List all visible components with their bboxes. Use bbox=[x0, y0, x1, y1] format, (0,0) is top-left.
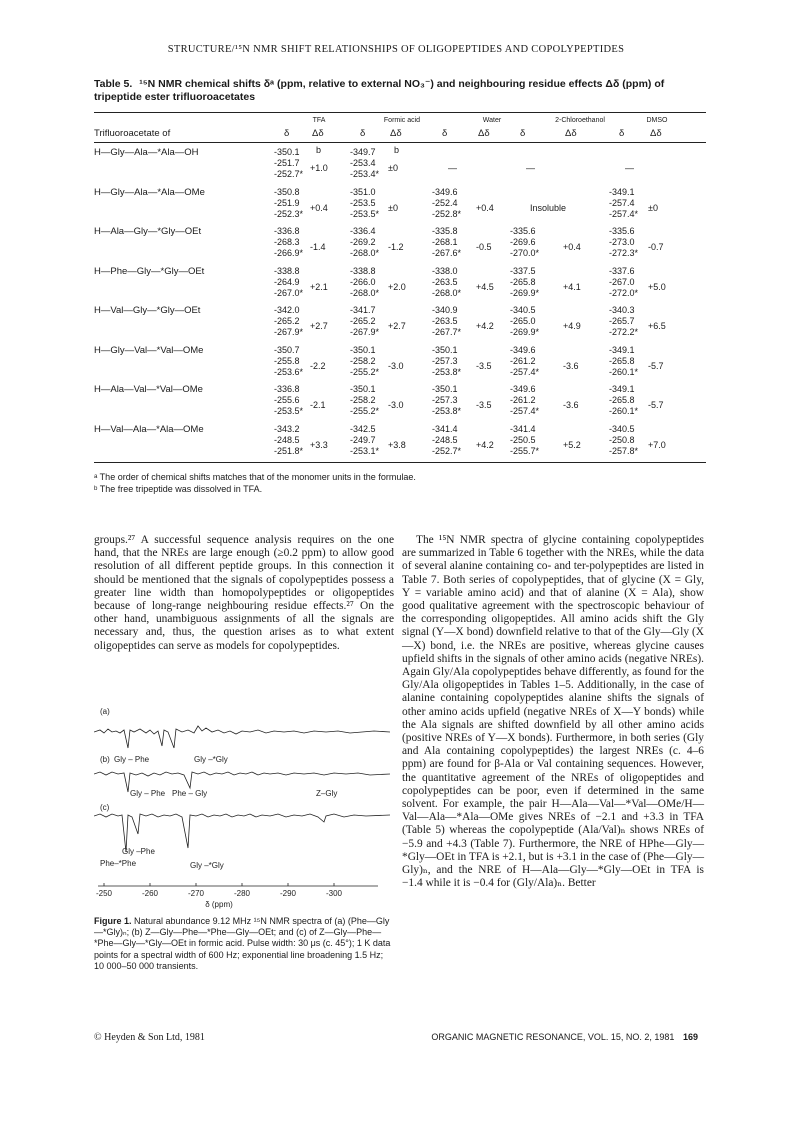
table-cell: -335.8 bbox=[432, 226, 458, 236]
table-cell: -252.8* bbox=[432, 208, 462, 219]
running-head: STRUCTURE/¹⁵N NMR SHIFT RELATIONSHIPS OF OLIGOPEPTIDES AND COPOLYPEPTIDES bbox=[167, 44, 625, 55]
table-cell-ddelta: +0.4 bbox=[563, 242, 581, 252]
table-cell: -255.8 bbox=[274, 355, 300, 366]
table-cell: -268.0* bbox=[432, 287, 462, 298]
table-cell-ddelta: +4.5 bbox=[476, 281, 494, 292]
table-cell: -260.1* bbox=[609, 406, 639, 416]
table-cell: -265.8 bbox=[510, 276, 536, 287]
table-top-rule bbox=[94, 112, 706, 113]
table-cell: -351.0 bbox=[350, 186, 376, 197]
table-cell-dash: — bbox=[448, 163, 457, 173]
table-cell: -253.5 bbox=[350, 197, 376, 208]
page-number: 169 bbox=[682, 1032, 698, 1042]
table-cell: -336.4 bbox=[350, 226, 376, 236]
table-cell: -267.0* bbox=[274, 287, 304, 298]
table-cell: -265.8 bbox=[609, 395, 635, 405]
table-cell: -272.2* bbox=[609, 327, 639, 337]
table-cell-ddelta: -1.4 bbox=[310, 242, 326, 252]
table-cell: -248.5 bbox=[274, 434, 300, 445]
table-cell: -265.8 bbox=[609, 355, 635, 366]
c-label-6: Gly –*Gly bbox=[190, 861, 224, 870]
table-cell: -342.5 bbox=[350, 423, 376, 434]
b-label-2: Gly –*Gly bbox=[194, 755, 228, 764]
table-cell: -253.8* bbox=[432, 366, 462, 377]
table-row-label: H—Val—Ala—*Ala—OMe bbox=[94, 423, 204, 435]
table-cell: -267.9* bbox=[350, 327, 380, 337]
table-cell: -350.1 bbox=[350, 384, 376, 394]
table-cell-ddelta: -0.7 bbox=[648, 242, 664, 252]
table-cell: -349.6 bbox=[432, 186, 458, 197]
table-cell: -257.4 bbox=[609, 197, 635, 208]
solvent-header-chloroethanol: 2-Chloroethanol bbox=[555, 117, 605, 124]
table-cell: -255.6 bbox=[274, 395, 300, 405]
table-cell: -257.4* bbox=[510, 406, 540, 416]
panel-b-label: (b) bbox=[100, 755, 110, 764]
subheader-delta: δ bbox=[442, 128, 448, 139]
copyright: © Heyden & Son Ltd, 1981 bbox=[94, 1032, 205, 1043]
table-cell-ddelta: +7.0 bbox=[648, 439, 666, 450]
table-cell: -255.2* bbox=[350, 406, 380, 416]
table-cell: -268.0* bbox=[350, 287, 380, 298]
table-caption bbox=[94, 78, 704, 104]
subheader-ddelta: Δδ bbox=[478, 128, 490, 139]
table-row-label: H—Gly—Ala—*Ala—OMe bbox=[94, 186, 205, 198]
table-cell-ddelta: -2.2 bbox=[310, 360, 326, 371]
table-cell: -342.0 bbox=[274, 305, 300, 315]
table-cell: -269.9* bbox=[510, 327, 540, 337]
right-paragraph: The ¹⁵N NMR spectra of glycine containing copolypeptides are summarized in Table 6 together with the NREs, while the data of several alanine containing co- and ter-polypeptides are listed in Table 7. Both series of copolypeptides, that of glycine (X = Gly, Y = variable amino acid) and that of alanine (X = Ala), show good qualitative agreement with the spectroscopic behaviour of the corresponding oligopeptides. All amino acids shift the Gly signal (Y—X bond) downfield relative to that of the Gly—Gly (X—X) bond, i.e. the NREs are positive, whereas glycine causes upfield shifts in the signals of other amino acids (negative NREs). Again Gly/Ala copolypeptides behave differently, as found for the Gly/Ala oligopeptides in Tables 1–5. Additionally, in the case of alanine containing copolypeptides alanine shifts the signals of other amino acids upfield (negative NREs of X—Y bonds) while the Ala signals are shifted downfield by all other amino acids (positive NREs of Y—X bonds). Furthermore, in both series (Gly and Ala containing copolypeptides) the largest NREs (c. 4–6 ppm) are found for β-Ala or Val containing sequences. However, the quantitative agreement of the NREs of oligopeptides and copolypeptides can be poor, even if determined in the same solvent. For example, the pair H—Ala—Val—*Val—OMe/H—Val—Ala—*Ala—OMe gives NREs of −2.1 and +3.3 in TFA (Table 5) whereas the copolypeptide (Ala/Val)ₙ shows NREs of −5.9 and +4.3 (Table 7). Furthermore, the NRE of HPhe—Gly—*Gly—OEt in TFA is +2.1, but is +3.1 in the case of (Phe—Gly—Gly)ₙ, and the NRE of H—Ala—Gly—*Gly—OEt in TFA is −1.4 while it is −0.4 for (Gly/Ala)ₙ. Better bbox=[402, 534, 704, 890]
table-cell-ddelta: +0.4 bbox=[476, 202, 494, 213]
table-cell: -261.2 bbox=[510, 355, 536, 366]
table-row-label: H—Gly—Ala—*Ala—OH bbox=[94, 147, 199, 158]
table-cell: -337.6 bbox=[609, 265, 635, 276]
table-cell: -268.0* bbox=[350, 248, 380, 258]
table-cell-ddelta: ±0 bbox=[388, 202, 398, 213]
table-cell: -269.2 bbox=[350, 237, 376, 247]
c-label-3: Z–Gly bbox=[316, 789, 338, 798]
subheader-delta: δ bbox=[284, 128, 290, 139]
table-cell-ddelta: -3.0 bbox=[388, 400, 404, 410]
table-cell-ddelta: +2.0 bbox=[388, 281, 406, 292]
table-cell-dash: — bbox=[625, 163, 634, 173]
table-cell: -263.5 bbox=[432, 276, 458, 287]
table-cell-ddelta: -3.5 bbox=[476, 360, 492, 371]
footnote-b: ᵇ The free tripeptide was dissolved in TFA. bbox=[94, 484, 263, 494]
table-cell: -264.9 bbox=[274, 276, 300, 287]
table-cell: -349.6 bbox=[510, 384, 536, 394]
table-cell: -257.4* bbox=[609, 208, 639, 219]
table-cell: -255.2* bbox=[350, 366, 380, 377]
table-cell: -257.4* bbox=[510, 366, 540, 377]
table-cell: -341.4 bbox=[432, 423, 458, 434]
table-cell: -257.3 bbox=[432, 395, 458, 405]
table-cell: -261.2 bbox=[510, 395, 536, 405]
table-cell: -336.8 bbox=[274, 226, 300, 236]
subheader-delta: δ bbox=[619, 128, 625, 139]
footnote-a: ᵃ The order of chemical shifts matches that of the monomer units in the formulae. bbox=[94, 472, 416, 482]
table-cell: -267.9* bbox=[274, 327, 304, 337]
table-cell: -349.1 bbox=[609, 384, 635, 394]
tick-label: -290 bbox=[279, 889, 297, 898]
table-cell: -252.4 bbox=[432, 197, 458, 208]
table-cell: -338.8 bbox=[350, 265, 376, 276]
table-row-label: H—Phe—Gly—*Gly—OEt bbox=[94, 265, 205, 277]
table-cell: -350.1 bbox=[432, 384, 458, 394]
table-title: ¹⁵N NMR chemical shifts δᵃ (ppm, relative to external NO₃⁻) and neighbouring residue effects Δδ (ppm) of tripeptide ester trifluoroacetates bbox=[94, 78, 665, 103]
solvent-header-formic: Formic acid bbox=[383, 117, 421, 124]
table-cell: -269.9* bbox=[510, 287, 540, 298]
b-label-1: Gly – Phe bbox=[114, 755, 150, 764]
table-cell: -269.6 bbox=[510, 237, 536, 247]
solvent-header-water: Water bbox=[482, 117, 502, 124]
table-cell: -335.6 bbox=[609, 226, 635, 236]
table-cell: -266.0 bbox=[350, 276, 376, 287]
table-cell: -338.8 bbox=[274, 265, 300, 276]
table-cell-ddelta: +5.0 bbox=[648, 281, 666, 292]
table-cell: -267.7* bbox=[432, 327, 462, 337]
table-row-label: H—Ala—Val—*Val—OMe bbox=[94, 384, 203, 395]
axis-label: δ (ppm) bbox=[205, 900, 233, 909]
table-cell-ddelta: +0.4 bbox=[310, 202, 328, 213]
table-cell: -349.6 bbox=[510, 344, 536, 355]
table-row-label: H—Val—Gly—*Gly—OEt bbox=[94, 305, 201, 316]
left-column bbox=[94, 534, 394, 653]
table-cell: -265.2 bbox=[350, 316, 376, 326]
table-cell: -248.5 bbox=[432, 434, 458, 445]
table-cell: -251.7 bbox=[274, 158, 300, 168]
table-cell: -257.8* bbox=[609, 445, 639, 456]
table-row-label: H—Ala—Gly—*Gly—OEt bbox=[94, 226, 202, 237]
table-cell-ddelta: -3.6 bbox=[563, 400, 579, 410]
table-number: Table 5. bbox=[94, 78, 133, 90]
table-cell: -260.1* bbox=[609, 366, 639, 377]
table-cell-ddelta: ±0 bbox=[648, 202, 658, 213]
table-cell: -340.5 bbox=[510, 305, 536, 315]
table-cell: -253.5* bbox=[350, 208, 380, 219]
table-cell-ddelta: -2.1 bbox=[310, 400, 326, 410]
table-row-label: H—Gly—Val—*Val—OMe bbox=[94, 344, 204, 356]
table-cell-ddelta: +3.3 bbox=[310, 439, 328, 450]
table-cell: -265.0 bbox=[510, 316, 536, 326]
table-cell: -266.9* bbox=[274, 248, 304, 258]
tick-label: -270 bbox=[187, 889, 205, 898]
table-cell-ddelta: -3.0 bbox=[388, 360, 404, 371]
table-cell-ddelta: +1.0 bbox=[310, 163, 328, 173]
table-cell: -350.1 bbox=[432, 344, 458, 355]
panel-a-label: (a) bbox=[100, 707, 110, 716]
table-cell: -267.0 bbox=[609, 276, 635, 287]
table-cell: -349.1 bbox=[609, 344, 635, 355]
table-cell-ddelta: +2.1 bbox=[310, 281, 328, 292]
table-footnote-mark: b bbox=[394, 145, 400, 155]
table-cell-dash: — bbox=[526, 163, 535, 173]
table-cell: -258.2 bbox=[350, 395, 376, 405]
table-footnote-mark: b bbox=[316, 145, 322, 155]
row-header: Trifluoroacetate of bbox=[94, 128, 171, 139]
figure-caption-label: Figure 1. bbox=[94, 916, 132, 926]
table-cell: -343.2 bbox=[274, 423, 300, 434]
table-cell-ddelta: -5.7 bbox=[648, 360, 664, 371]
table-cell-ddelta: -0.5 bbox=[476, 242, 492, 252]
table-cell-ddelta: +3.8 bbox=[388, 439, 406, 450]
table-cell-ddelta: +6.5 bbox=[648, 321, 666, 331]
table-cell: -341.7 bbox=[350, 305, 376, 315]
c-label-2: Phe – Gly bbox=[172, 789, 208, 798]
table-cell: -340.9 bbox=[432, 305, 458, 315]
table-cell: -273.0 bbox=[609, 237, 635, 247]
left-paragraph: groups.²⁷ A successful sequence analysis requires on the one hand, that the NREs are large enough (≥0.2 ppm) to allow good resolution of all different peptide groups. In this connection it should be mentioned that the signals of copolypeptides possess a greater line width than homopolypeptides or oligopeptides because of long-range neighbouring residue effects.²⁷ On the other hand, unambiguous assignments of all the signals are necessary and, thus, the question arises as to what extent oligopeptides can serve as models for copolypeptides. bbox=[94, 534, 394, 652]
table-cell: -255.7* bbox=[510, 445, 540, 456]
table-cell: -252.7* bbox=[432, 445, 462, 456]
table-cell: -340.5 bbox=[609, 423, 635, 434]
journal-name: ORGANIC MAGNETIC RESONANCE, VOL. 15, NO. 2, 1981 bbox=[431, 1032, 675, 1042]
spectrum-a bbox=[94, 726, 390, 748]
table-cell: -251.9 bbox=[274, 197, 300, 208]
table-cell-ddelta: +5.2 bbox=[563, 439, 581, 450]
table-cell-ddelta: -5.7 bbox=[648, 400, 664, 410]
table-cell: -349.7 bbox=[350, 147, 376, 157]
table-cell: -341.4 bbox=[510, 423, 536, 434]
table-cell: -272.0* bbox=[609, 287, 639, 298]
solvent-header-tfa: TFA bbox=[312, 117, 326, 124]
table-cell: -251.8* bbox=[274, 445, 304, 456]
table-cell: -337.5 bbox=[510, 265, 536, 276]
table-cell: -270.0* bbox=[510, 248, 540, 258]
subheader-ddelta: Δδ bbox=[565, 128, 577, 139]
table-cell-ddelta: ±0 bbox=[388, 163, 398, 173]
table-bottom-rule bbox=[94, 462, 706, 463]
table-cell: -253.4* bbox=[350, 169, 380, 179]
table-cell-ddelta: +2.7 bbox=[310, 321, 328, 331]
table-cell: -338.0 bbox=[432, 265, 458, 276]
journal-footer bbox=[431, 1032, 698, 1042]
subheader-ddelta: Δδ bbox=[312, 128, 324, 139]
c-label-4: Gly –Phe bbox=[122, 847, 155, 856]
table-cell: -253.6* bbox=[274, 366, 304, 377]
table-cell-ddelta: -3.6 bbox=[563, 360, 579, 371]
tick-label: -300 bbox=[325, 889, 343, 898]
table-cell: -340.3 bbox=[609, 305, 635, 315]
subheader-ddelta: Δδ bbox=[650, 128, 662, 139]
table-cell: -263.5 bbox=[432, 316, 458, 326]
table-cell-ddelta: +4.2 bbox=[476, 321, 494, 331]
tick-label: -260 bbox=[141, 889, 159, 898]
table-cell-ddelta: -1.2 bbox=[388, 242, 404, 252]
table-cell: -349.1 bbox=[609, 186, 635, 197]
table-cell: -253.4 bbox=[350, 158, 376, 168]
table-cell-ddelta: +4.1 bbox=[563, 281, 581, 292]
table-cell: -336.8 bbox=[274, 384, 300, 394]
table-cell: -253.1* bbox=[350, 445, 380, 456]
table-cell: -350.7 bbox=[274, 344, 300, 355]
table-cell: -265.7 bbox=[609, 316, 635, 326]
table-header-rule bbox=[94, 142, 706, 143]
table-cell: -249.7 bbox=[350, 434, 376, 445]
c-label-5: Phe–*Phe bbox=[100, 859, 137, 868]
table-cell: -257.3 bbox=[432, 355, 458, 366]
table-cell: -335.6 bbox=[510, 226, 536, 236]
table-cell: -253.5* bbox=[274, 406, 304, 416]
right-column bbox=[402, 534, 704, 890]
c-label-1: Gly – Phe bbox=[130, 789, 166, 798]
table-cell: -268.3 bbox=[274, 237, 300, 247]
table-cell-ddelta: +4.9 bbox=[563, 321, 581, 331]
table-cell: -265.2 bbox=[274, 316, 300, 326]
subheader-ddelta: Δδ bbox=[390, 128, 402, 139]
table-cell: -252.3* bbox=[274, 208, 304, 219]
subheader-delta: δ bbox=[520, 128, 526, 139]
table-cell: -252.7* bbox=[274, 169, 304, 179]
table-cell-ddelta: +4.2 bbox=[476, 439, 494, 450]
table-cell-ddelta: -3.5 bbox=[476, 400, 492, 410]
table-cell: -350.1 bbox=[350, 344, 376, 355]
tick-label: -280 bbox=[233, 889, 251, 898]
table-cell: -253.8* bbox=[432, 406, 462, 416]
table-cell: -267.6* bbox=[432, 248, 462, 258]
solvent-header-dmso: DMSO bbox=[646, 117, 668, 124]
panel-c-label: (c) bbox=[100, 803, 110, 812]
table-cell: -350.1 bbox=[274, 147, 300, 157]
table-cell-ddelta: +2.7 bbox=[388, 321, 406, 331]
figure-caption-text: Natural abundance 9.12 MHz ¹⁵N NMR spectra of (a) (Phe—Gly—*Gly)ₙ; (b) Z—Gly—Phe—*Phe—Gly—OEt; and (c) of Z—Gly—Phe—*Phe—Gly—*Gly—OEt in formic acid. Pulse width: 30 μs (c. 45°); 1 K data points for a spectral width of 600 Hz; exponential line broadening 1.5 Hz; 10 000–50 000 transients. bbox=[94, 916, 391, 971]
figure-1-spectra bbox=[94, 704, 394, 910]
tick-label: -250 bbox=[95, 889, 113, 898]
figure-caption bbox=[94, 916, 394, 972]
table-cell: -268.1 bbox=[432, 237, 458, 247]
table-cell: -250.8 bbox=[609, 434, 635, 445]
subheader-delta: δ bbox=[360, 128, 366, 139]
table-cell: -258.2 bbox=[350, 355, 376, 366]
table-cell: -272.3* bbox=[609, 248, 639, 258]
table-cell: -350.8 bbox=[274, 186, 300, 197]
table-cell: -250.5 bbox=[510, 434, 536, 445]
table-cell-insoluble: Insoluble bbox=[530, 202, 567, 213]
